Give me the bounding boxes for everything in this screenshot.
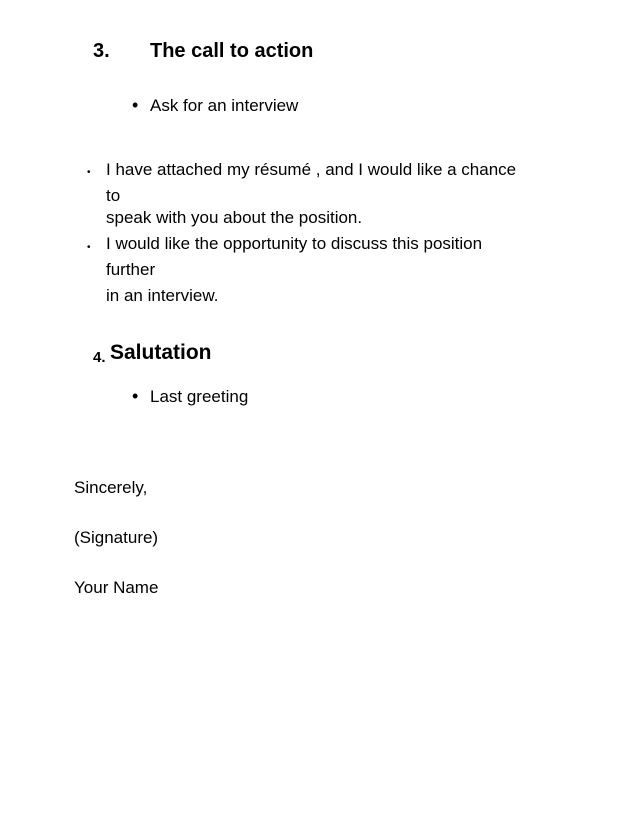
paragraph-2-line-2: further — [106, 260, 156, 279]
paragraph-1-line-2: to — [106, 186, 121, 205]
bullet-icon: • — [132, 95, 139, 115]
paragraph-2-line-1: I would like the opportunity to discuss this position — [106, 234, 483, 253]
closing-signature: (Signature) — [74, 528, 159, 547]
section-3-number: 3. — [93, 40, 110, 62]
paragraph-1-line-3: speak with you about the position. — [106, 208, 363, 227]
section-3-bullet: Ask for an interview — [150, 96, 299, 115]
paragraph-1-line-1: I have attached my résumé , and I would like a chance — [106, 160, 517, 179]
section-4-number: 4. — [93, 349, 106, 366]
section-4-title: Salutation — [110, 341, 212, 364]
paragraph-2-line-3: in an interview. — [106, 286, 219, 305]
section-4-bullet: Last greeting — [150, 387, 249, 406]
section-3-title: The call to action — [150, 40, 314, 62]
bullet-icon: • — [87, 242, 91, 253]
closing-name: Your Name — [74, 578, 159, 597]
bullet-icon: • — [132, 386, 139, 406]
closing-sincerely: Sincerely, — [74, 478, 148, 497]
bullet-icon: • — [87, 167, 91, 178]
